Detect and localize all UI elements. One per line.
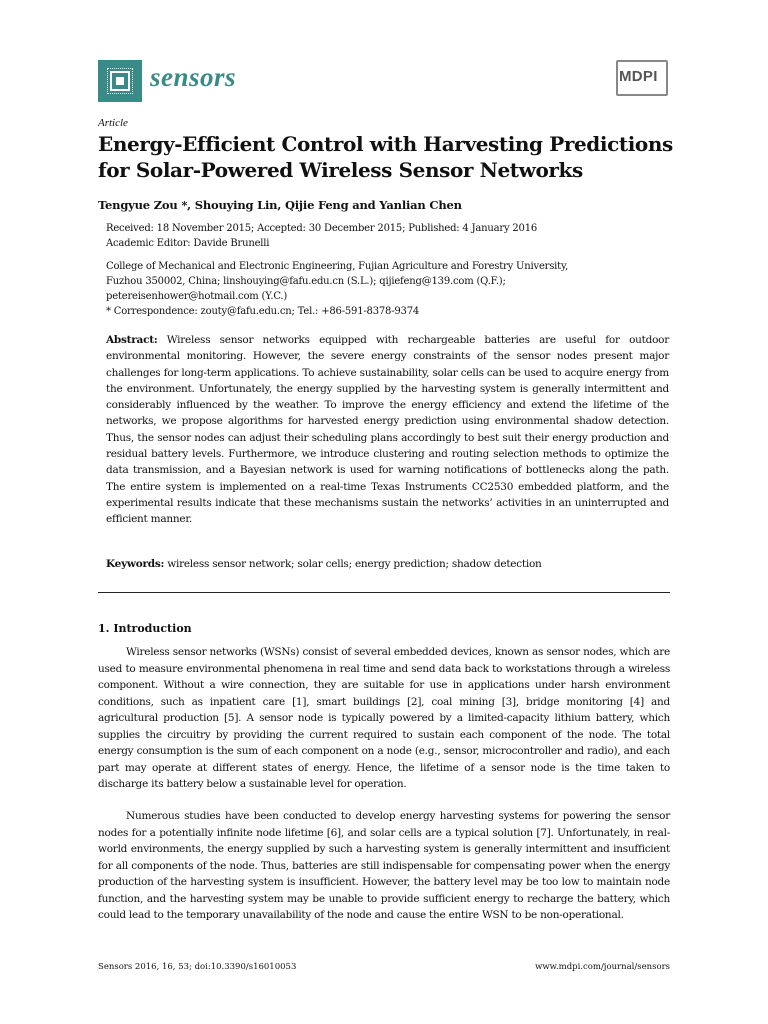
- dates-line: Received: 18 November 2015; Accepted: 30 December 2015; Published: 4 January 2016: [106, 223, 538, 234]
- abstract: [106, 332, 669, 528]
- publication-dates: [106, 221, 537, 251]
- author-list: Tengyue Zou *, Shouying Lin, Qijie Feng and Yanlian Chen: [98, 198, 462, 212]
- affiliation-line-2[interactable]: Fuzhou 350002, China; linshouying@fafu.edu.cn (S.L.); qijiefeng@139.com (Q.F.);: [106, 276, 506, 287]
- academic-editor: Academic Editor: Davide Brunelli: [106, 238, 270, 249]
- affiliation-line-3[interactable]: petereisenhower@hotmail.com (Y.C.): [106, 291, 288, 302]
- publisher-name: MDPI: [619, 68, 658, 85]
- affiliation-block: [106, 259, 568, 319]
- section-heading-introduction: 1. Introduction: [98, 622, 192, 635]
- footer-url[interactable]: www.mdpi.com/journal/sensors: [535, 962, 670, 972]
- keywords-text: wireless sensor network; solar cells; energy prediction; shadow detection: [164, 558, 542, 570]
- journal-name[interactable]: sensors: [150, 62, 237, 92]
- abstract-text: Wireless sensor networks equipped with rechargeable batteries are useful for outdoor environmental monitoring. However, the severe energy constraints of the sensor nodes present major challenges for long-term applications. To achieve sustainability, solar cells can be used to acquire energy from the environment. Unfortunately, the energy supplied by the harvesting system is generally intermittent and considerably influenced by the weather. To improve the energy efficiency and extend the lifetime of the networks, we propose algorithms for harvested energy prediction using environmental shadow detection. Thus, the sensor nodes can adjust their scheduling plans accordingly to best suit their energy production and residual battery levels. Furthermore, we introduce clustering and routing selection methods to optimize the data transmission, and a Bayesian network is used for warning notifications of bottlenecks along the path. The entire system is implemented on a real-time Texas Instruments CC2530 embedded platform, and the experimental results indicate that these mechanisms sustain the networks’ activities in an uninterrupted and efficient manner.: [106, 334, 670, 526]
- keywords: [106, 558, 669, 570]
- mdpi-logo[interactable]: [612, 60, 670, 98]
- article-title: Energy-Efficient Control with Harvesting Predictions for Solar-Powered Wireless Sensor Networks: [98, 132, 673, 182]
- section-divider: [98, 592, 670, 593]
- intro-paragraph-1: Wireless sensor networks (WSNs) consist of several embedded devices, known as sensor nodes, which are used to measure environmental phenomena in real time and send data back to workstations through a wireless component. Without a wire connection, they are suitable for use in applications under harsh environment conditions, such as inpatient care [1], smart buildings [2], coal mining [3], bridge monitoring [4] and agricultural production [5]. A sensor node is typically powered by a limited-capacity lithium battery, which supplies the circuitry by providing the current required to sustain each component of the node. The total energy consumption is the sum of each component on a node (e.g., sensor, microcontroller and radio), and each part may operate at different states of energy. Hence, the lifetime of a sensor node is the time taken to discharge its battery below a sustainable level for operation.: [98, 646, 670, 790]
- abstract-label: Abstract:: [106, 334, 158, 346]
- journal-logo-icon: [98, 60, 142, 102]
- intro-paragraph-2: Numerous studies have been conducted to develop energy harvesting systems for powering the sensor nodes for a potentially infinite node lifetime [6], and solar cells are a typical solution [7]. Unfortunately, in real-world environments, the energy supplied by such a harvesting system is generally intermittent and insufficient for all components of the node. Thus, batteries are still indispensable for compensating power when the energy production of the harvesting system is insufficient. However, the battery level may be too low to maintain node function, and the harvesting system may be unable to provide sufficient energy to recharge the battery, which could lead to the temporary unavailability of the node and cause the entire WSN to be non-operational.: [98, 810, 670, 921]
- keywords-label: Keywords:: [106, 558, 165, 570]
- footer-citation[interactable]: Sensors 2016, 16, 53; doi:10.3390/s16010053: [98, 962, 297, 972]
- correspondence-line[interactable]: * Correspondence: zouty@fafu.edu.cn; Tel.: +86-591-8378-9374: [106, 306, 420, 317]
- article-type: Article: [98, 117, 128, 129]
- affiliation-line-1: College of Mechanical and Electronic Engineering, Fujian Agriculture and Forestry University,: [106, 261, 569, 272]
